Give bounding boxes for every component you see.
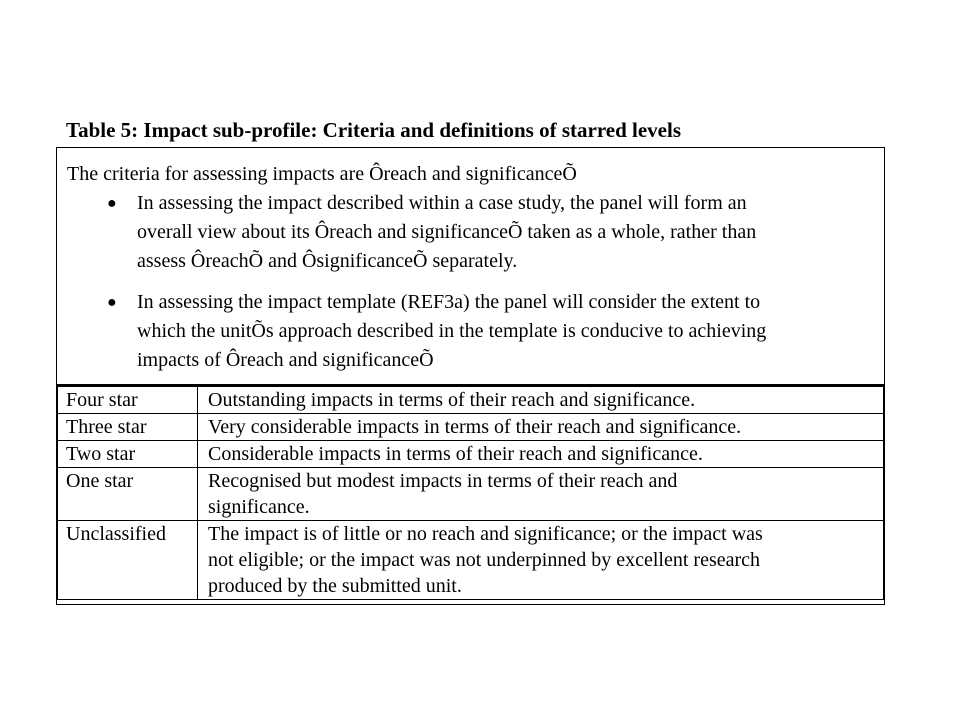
criteria-section [57, 148, 884, 386]
definition-line: Outstanding impacts in terms of their reach and significance. [208, 389, 696, 411]
bullet-line: assess ÔreachÕ and ÔsignificanceÕ separately. [137, 250, 518, 272]
level-name: Three star [58, 414, 198, 441]
level-name: One star [58, 468, 198, 521]
level-definition [198, 387, 884, 414]
level-definition [198, 414, 884, 441]
criteria-table [56, 147, 885, 605]
bullet-icon: ● [107, 294, 117, 311]
table-row [58, 441, 884, 468]
table-title: Table 5: Impact sub-profile: Criteria and definitions of starred levels [66, 118, 682, 142]
level-name: Two star [58, 441, 198, 468]
bullet-line: impacts of Ôreach and significanceÕ [137, 349, 434, 371]
level-definition [198, 468, 884, 521]
definition-line: Recognised but modest impacts in terms of their reach and [208, 470, 678, 492]
bullet-line: In assessing the impact described within a case study, the panel will form an [137, 192, 747, 214]
level-definition [198, 521, 884, 600]
bullet-line: In assessing the impact template (REF3a) the panel will consider the extent to [137, 291, 761, 313]
definition-line: significance. [208, 496, 310, 518]
table-row [58, 414, 884, 441]
definition-line: The impact is of little or no reach and significance; or the impact was [208, 523, 763, 545]
level-definition [198, 441, 884, 468]
definition-line: Considerable impacts in terms of their reach and significance. [208, 443, 703, 465]
bullet-line: overall view about its Ôreach and significanceÕ taken as a whole, rather than [137, 221, 757, 243]
definition-line: Very considerable impacts in terms of their reach and significance. [208, 416, 742, 438]
table-row [58, 387, 884, 414]
bullet-icon: ● [107, 195, 117, 212]
table-row [58, 521, 884, 600]
bullet-line: which the unitÕs approach described in the template is conducive to achieving [137, 320, 767, 342]
table-row [58, 468, 884, 521]
definition-line: not eligible; or the impact was not underpinned by excellent research [208, 549, 761, 571]
level-name: Unclassified [58, 521, 198, 600]
criteria-intro: The criteria for assessing impacts are Ôreach and significanceÕ [67, 163, 577, 185]
definition-line: produced by the submitted unit. [208, 575, 462, 597]
level-name: Four star [58, 387, 198, 414]
levels-table [57, 386, 884, 600]
